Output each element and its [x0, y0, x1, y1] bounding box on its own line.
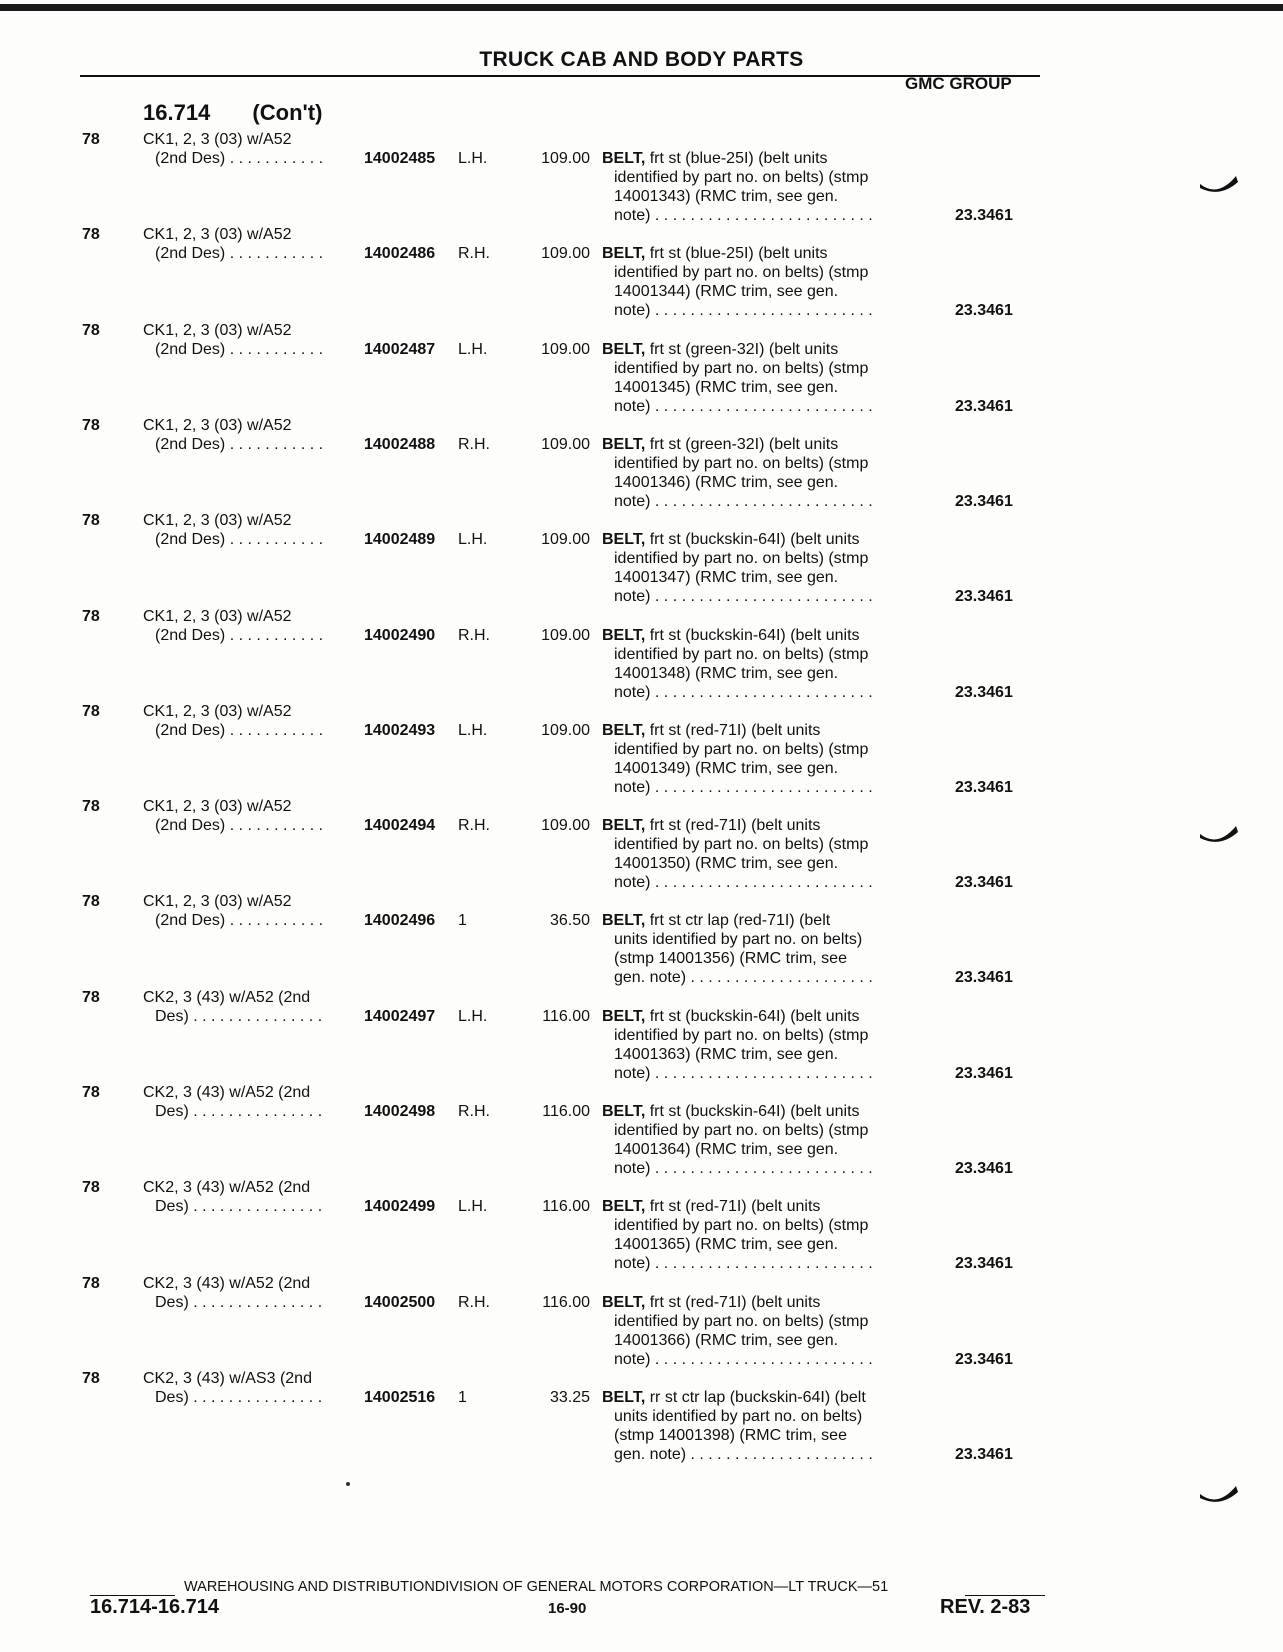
model-applicability: CK1, 2, 3 (03) w/A52	[143, 512, 292, 529]
scan-speck	[346, 1482, 350, 1486]
description-keyword: BELT,	[602, 627, 646, 644]
model-applicability: CK1, 2, 3 (03) w/A52	[143, 608, 292, 625]
description-line	[602, 149, 932, 168]
quantity-side: R.H.	[458, 817, 490, 834]
part-description	[602, 721, 932, 797]
model-design: (2nd Des) . . . . . . . . . . .	[155, 531, 324, 548]
figure-number: 78	[82, 1275, 100, 1292]
part-number: 14002490	[364, 627, 436, 644]
description-text: frt st (buckskin-64I) (belt units	[645, 627, 860, 644]
quantity-side: L.H.	[458, 531, 488, 548]
part-description	[602, 1102, 932, 1178]
description-line: identified by part no. on belts) (stmp	[614, 455, 869, 472]
model-applicability: CK2, 3 (43) w/A52 (2nd	[143, 1275, 311, 1292]
description-line: 14001344) (RMC trim, see gen.	[614, 283, 839, 300]
figure-number: 78	[82, 417, 100, 434]
description-line: (stmp 14001356) (RMC trim, see	[614, 950, 847, 967]
group-reference: 23.3461	[955, 302, 1013, 319]
part-number: 14002498	[364, 1103, 436, 1120]
table-row	[0, 607, 1283, 702]
model-design: (2nd Des) . . . . . . . . . . .	[155, 722, 324, 739]
description-line: 14001350) (RMC trim, see gen.	[614, 855, 839, 872]
price: 109.00	[541, 531, 590, 548]
description-line: (stmp 14001398) (RMC trim, see	[614, 1427, 847, 1444]
top-border-bar	[0, 4, 1283, 11]
description-text: frt st (buckskin-64I) (belt units	[645, 531, 860, 548]
figure-number: 78	[82, 1179, 100, 1196]
model-design: Des) . . . . . . . . . . . . . . .	[155, 1103, 323, 1120]
quantity-side: R.H.	[458, 1103, 490, 1120]
table-row	[0, 988, 1283, 1083]
quantity-side: L.H.	[458, 1198, 488, 1215]
figure-number: 78	[82, 512, 100, 529]
price: 116.00	[542, 1008, 590, 1025]
figure-number: 78	[82, 226, 100, 243]
model-design: (2nd Des) . . . . . . . . . . .	[155, 150, 324, 167]
table-row	[0, 1369, 1283, 1464]
model-design: Des) . . . . . . . . . . . . . . .	[155, 1198, 323, 1215]
footer-revision: REV. 2-83	[940, 1596, 1031, 1618]
description-line	[602, 1293, 932, 1312]
part-number: 14002500	[364, 1294, 436, 1311]
model-design: (2nd Des) . . . . . . . . . . .	[155, 627, 324, 644]
figure-number: 78	[82, 131, 100, 148]
price: 33.25	[549, 1389, 590, 1406]
description-line: 14001349) (RMC trim, see gen.	[614, 760, 839, 777]
description-line	[602, 530, 932, 549]
description-keyword: BELT,	[602, 341, 646, 358]
group-reference: 23.3461	[955, 207, 1013, 224]
description-line	[602, 721, 932, 740]
model-applicability: CK1, 2, 3 (03) w/A52	[143, 131, 292, 148]
quantity-side: L.H.	[458, 150, 488, 167]
part-description	[602, 244, 932, 320]
price: 109.00	[541, 150, 590, 167]
group-reference: 23.3461	[955, 493, 1013, 510]
figure-number: 78	[82, 1084, 100, 1101]
description-text: frt st (blue-25I) (belt units	[645, 150, 828, 167]
part-number: 14002486	[364, 245, 436, 262]
model-applicability: CK2, 3 (43) w/A52 (2nd	[143, 1179, 311, 1196]
description-line: note) . . . . . . . . . . . . . . . . . . . . . . . . .	[614, 302, 873, 319]
quantity-side: L.H.	[458, 1008, 488, 1025]
description-line: gen. note) . . . . . . . . . . . . . . . . . . . . .	[614, 1446, 873, 1463]
model-applicability: CK1, 2, 3 (03) w/A52	[143, 322, 292, 339]
binder-mark	[1198, 1478, 1240, 1506]
part-description	[602, 816, 932, 892]
price: 116.00	[542, 1103, 590, 1120]
description-line: 14001347) (RMC trim, see gen.	[614, 569, 839, 586]
table-row	[0, 511, 1283, 606]
description-line: note) . . . . . . . . . . . . . . . . . . . . . . . . .	[614, 493, 873, 510]
table-row	[0, 797, 1283, 892]
description-line: identified by part no. on belts) (stmp	[614, 550, 869, 567]
description-line: units identified by part no. on belts)	[614, 1408, 863, 1425]
figure-number: 78	[82, 608, 100, 625]
description-keyword: BELT,	[602, 531, 646, 548]
description-line: units identified by part no. on belts)	[614, 931, 863, 948]
description-keyword: BELT,	[602, 817, 646, 834]
model-design: Des) . . . . . . . . . . . . . . .	[155, 1294, 323, 1311]
description-keyword: BELT,	[602, 912, 646, 929]
part-description	[602, 1293, 932, 1369]
description-line	[602, 340, 932, 359]
description-line: note) . . . . . . . . . . . . . . . . . . . . . . . . .	[614, 1065, 873, 1082]
footer-publisher-text: WAREHOUSING AND DISTRIBUTIONDIVISION OF GENERAL MOTORS CORPORATION—LT TRUCK—51	[184, 1579, 889, 1595]
section-number: 16.714	[143, 100, 211, 125]
description-text: frt st (blue-25I) (belt units	[645, 245, 828, 262]
description-line: identified by part no. on belts) (stmp	[614, 836, 869, 853]
part-description	[602, 1197, 932, 1273]
description-line: identified by part no. on belts) (stmp	[614, 1027, 869, 1044]
description-text: frt st (red-71I) (belt units	[645, 817, 821, 834]
figure-number: 78	[82, 893, 100, 910]
figure-number: 78	[82, 322, 100, 339]
description-line	[602, 626, 932, 645]
description-line: 14001348) (RMC trim, see gen.	[614, 665, 839, 682]
part-number: 14002516	[364, 1389, 436, 1406]
description-line: note) . . . . . . . . . . . . . . . . . . . . . . . . .	[614, 588, 873, 605]
figure-number: 78	[82, 989, 100, 1006]
table-row	[0, 1274, 1283, 1369]
description-line: identified by part no. on belts) (stmp	[614, 264, 869, 281]
description-keyword: BELT,	[602, 150, 646, 167]
price: 109.00	[541, 341, 590, 358]
part-description	[602, 911, 932, 987]
description-line	[602, 816, 932, 835]
group-reference: 23.3461	[955, 1255, 1013, 1272]
table-row	[0, 416, 1283, 511]
part-number: 14002497	[364, 1008, 436, 1025]
description-line	[602, 244, 932, 263]
group-reference: 23.3461	[955, 779, 1013, 796]
description-text: frt st (buckskin-64I) (belt units	[645, 1008, 860, 1025]
quantity-side: R.H.	[458, 627, 490, 644]
table-row	[0, 225, 1283, 320]
description-line: 14001346) (RMC trim, see gen.	[614, 474, 839, 491]
description-line: note) . . . . . . . . . . . . . . . . . . . . . . . . .	[614, 398, 873, 415]
footer-page-number: 16-90	[548, 1600, 587, 1617]
description-line: 14001363) (RMC trim, see gen.	[614, 1046, 839, 1063]
part-number: 14002485	[364, 150, 436, 167]
group-reference: 23.3461	[955, 1446, 1013, 1463]
description-keyword: BELT,	[602, 1198, 646, 1215]
section-continued: (Con't)	[252, 100, 323, 125]
table-row	[0, 321, 1283, 416]
description-text: frt st (buckskin-64I) (belt units	[645, 1103, 860, 1120]
quantity-side: L.H.	[458, 341, 488, 358]
group-reference: 23.3461	[955, 684, 1013, 701]
part-description	[602, 1388, 932, 1464]
description-line: note) . . . . . . . . . . . . . . . . . . . . . . . . .	[614, 684, 873, 701]
description-line: identified by part no. on belts) (stmp	[614, 1217, 869, 1234]
figure-number: 78	[82, 798, 100, 815]
description-keyword: BELT,	[602, 1389, 646, 1406]
description-line: 14001365) (RMC trim, see gen.	[614, 1236, 839, 1253]
table-row	[0, 130, 1283, 225]
description-line: note) . . . . . . . . . . . . . . . . . . . . . . . . .	[614, 1351, 873, 1368]
description-text: frt st (green-32I) (belt units	[645, 341, 839, 358]
description-line: identified by part no. on belts) (stmp	[614, 169, 869, 186]
group-reference: 23.3461	[955, 969, 1013, 986]
description-line	[602, 1007, 932, 1026]
description-line: note) . . . . . . . . . . . . . . . . . . . . . . . . .	[614, 1255, 873, 1272]
description-keyword: BELT,	[602, 245, 646, 262]
group-reference: 23.3461	[955, 874, 1013, 891]
model-applicability: CK2, 3 (43) w/A52 (2nd	[143, 989, 311, 1006]
description-line: 14001364) (RMC trim, see gen.	[614, 1141, 839, 1158]
description-text: frt st (red-71I) (belt units	[645, 1294, 821, 1311]
figure-number: 78	[82, 703, 100, 720]
description-line	[602, 911, 932, 930]
model-design: (2nd Des) . . . . . . . . . . .	[155, 817, 324, 834]
model-applicability: CK1, 2, 3 (03) w/A52	[143, 226, 292, 243]
description-text: frt st (red-71I) (belt units	[645, 1198, 821, 1215]
part-number: 14002487	[364, 341, 436, 358]
description-keyword: BELT,	[602, 1294, 646, 1311]
quantity-side: R.H.	[458, 245, 490, 262]
model-applicability: CK1, 2, 3 (03) w/A52	[143, 798, 292, 815]
page-title: TRUCK CAB AND BODY PARTS	[479, 48, 804, 71]
footer-section-range: 16.714-16.714	[90, 1596, 220, 1618]
description-line: 14001343) (RMC trim, see gen.	[614, 188, 839, 205]
description-line: note) . . . . . . . . . . . . . . . . . . . . . . . . .	[614, 874, 873, 891]
price: 109.00	[541, 627, 590, 644]
description-line	[602, 1102, 932, 1121]
price: 36.50	[549, 912, 590, 929]
description-line: identified by part no. on belts) (stmp	[614, 360, 869, 377]
group-reference: 23.3461	[955, 398, 1013, 415]
price: 109.00	[541, 722, 590, 739]
footer-publisher	[90, 1579, 1045, 1595]
description-line	[602, 1197, 932, 1216]
description-line: identified by part no. on belts) (stmp	[614, 1122, 869, 1139]
model-applicability: CK1, 2, 3 (03) w/A52	[143, 893, 292, 910]
model-design: (2nd Des) . . . . . . . . . . .	[155, 341, 324, 358]
model-applicability: CK2, 3 (43) w/AS3 (2nd	[143, 1370, 312, 1387]
quantity-side: R.H.	[458, 436, 490, 453]
group-reference: 23.3461	[955, 588, 1013, 605]
part-description	[602, 1007, 932, 1083]
part-description	[602, 149, 932, 225]
group-reference: 23.3461	[955, 1065, 1013, 1082]
quantity-side: 1	[458, 1389, 467, 1406]
quantity-side: R.H.	[458, 1294, 490, 1311]
part-number: 14002488	[364, 436, 436, 453]
price: 109.00	[541, 436, 590, 453]
group-reference: 23.3461	[955, 1351, 1013, 1368]
binder-mark	[1198, 818, 1240, 846]
part-number: 14002493	[364, 722, 436, 739]
part-description	[602, 626, 932, 702]
part-number: 14002489	[364, 531, 436, 548]
description-line: gen. note) . . . . . . . . . . . . . . . . . . . . .	[614, 969, 873, 986]
figure-number: 78	[82, 1370, 100, 1387]
description-text: frt st (red-71I) (belt units	[645, 722, 821, 739]
description-line: 14001345) (RMC trim, see gen.	[614, 379, 839, 396]
description-line: 14001366) (RMC trim, see gen.	[614, 1332, 839, 1349]
price: 116.00	[542, 1198, 590, 1215]
section-heading	[143, 100, 322, 126]
group-label: GMC GROUP	[905, 74, 1012, 93]
description-keyword: BELT,	[602, 1008, 646, 1025]
binder-mark	[1198, 168, 1240, 196]
description-keyword: BELT,	[602, 1103, 646, 1120]
part-description	[602, 435, 932, 511]
price: 116.00	[542, 1294, 590, 1311]
description-line	[602, 435, 932, 454]
part-description	[602, 530, 932, 606]
description-text: rr st ctr lap (buckskin-64I) (belt	[645, 1389, 866, 1406]
part-number: 14002494	[364, 817, 436, 834]
group-reference: 23.3461	[955, 1160, 1013, 1177]
description-keyword: BELT,	[602, 722, 646, 739]
model-design: (2nd Des) . . . . . . . . . . .	[155, 245, 324, 262]
description-line: note) . . . . . . . . . . . . . . . . . . . . . . . . .	[614, 207, 873, 224]
description-line: identified by part no. on belts) (stmp	[614, 741, 869, 758]
description-text: frt st ctr lap (red-71I) (belt	[645, 912, 831, 929]
model-applicability: CK2, 3 (43) w/A52 (2nd	[143, 1084, 311, 1101]
description-line: identified by part no. on belts) (stmp	[614, 1313, 869, 1330]
table-row	[0, 892, 1283, 987]
quantity-side: L.H.	[458, 722, 488, 739]
model-design: (2nd Des) . . . . . . . . . . .	[155, 912, 324, 929]
model-applicability: CK1, 2, 3 (03) w/A52	[143, 417, 292, 434]
model-design: Des) . . . . . . . . . . . . . . .	[155, 1008, 323, 1025]
description-text: frt st (green-32I) (belt units	[645, 436, 839, 453]
model-design: Des) . . . . . . . . . . . . . . .	[155, 1389, 323, 1406]
price: 109.00	[541, 817, 590, 834]
part-description	[602, 340, 932, 416]
table-row	[0, 1083, 1283, 1178]
table-row	[0, 702, 1283, 797]
description-line: identified by part no. on belts) (stmp	[614, 646, 869, 663]
quantity-side: 1	[458, 912, 467, 929]
price: 109.00	[541, 245, 590, 262]
model-applicability: CK1, 2, 3 (03) w/A52	[143, 703, 292, 720]
description-line	[602, 1388, 932, 1407]
part-number: 14002499	[364, 1198, 436, 1215]
part-number: 14002496	[364, 912, 436, 929]
description-keyword: BELT,	[602, 436, 646, 453]
description-line: note) . . . . . . . . . . . . . . . . . . . . . . . . .	[614, 1160, 873, 1177]
model-design: (2nd Des) . . . . . . . . . . .	[155, 436, 324, 453]
table-row	[0, 1178, 1283, 1273]
title-rule	[80, 75, 1040, 77]
description-line: note) . . . . . . . . . . . . . . . . . . . . . . . . .	[614, 779, 873, 796]
